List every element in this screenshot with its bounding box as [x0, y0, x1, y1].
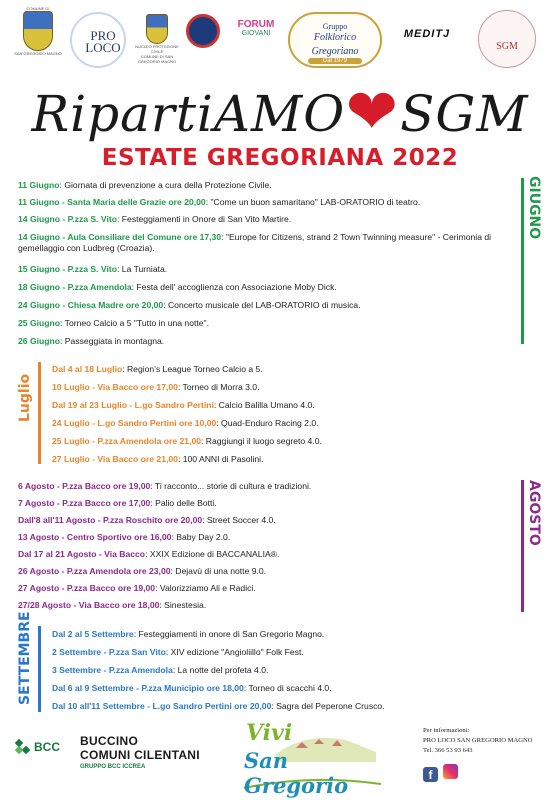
event-agosto-5: Dal 17 al 21 Agosto - Via Bacco: XXIX Edizione di BACCANALIA®. — [18, 549, 280, 559]
event-agosto-3: Dall'8 all'11 Agosto - P.zza Roschito ore 20,00: Street Soccer 4.0. — [18, 515, 276, 525]
event-giugno-2: 11 Giugno - Santa Maria delle Grazie ore 20,00: "Come un buon samaritano" LAB-ORATORIO di teatro. — [18, 197, 421, 207]
event-giugno-1: 11 Giugno: Giornata di prevenzione a cura della Protezione Civile. — [18, 180, 272, 190]
month-label-luglio: Luglio — [17, 373, 33, 422]
info-telephone: Tel. 366 53 93 643 — [423, 747, 473, 754]
social-icons — [423, 764, 463, 784]
dal-1979-text: Dal 1979 — [308, 58, 362, 64]
vivi-text: Vivi — [246, 720, 293, 746]
event-agosto-2: 7 Agosto - P.zza Bacco ore 17,00: Palio delle Botti. — [18, 498, 217, 508]
title-ripartiamo: RipartiAMO — [31, 85, 346, 143]
protezione-caption: NUCLEO PROTEZIONE CIVILE — [135, 44, 179, 54]
forum-giovani-text: GIOVANI — [241, 30, 271, 37]
meditj-text: MEDITJ — [403, 28, 451, 40]
sgm-logo — [478, 10, 536, 68]
gregoriano-text: Gregoriano — [311, 46, 359, 57]
month-label-giugno: GIUGNO — [526, 176, 542, 240]
comune-logo — [12, 6, 64, 56]
luglio-bar — [38, 362, 41, 464]
event-luglio-5: 25 Luglio - P.zza Amendola ore 21,00: Raggiungi il luogo segreto 4.0. — [52, 436, 322, 446]
vivi-san-gregorio-logo — [236, 714, 386, 796]
bank-group: GRUPPO BCC ICCREA — [80, 764, 146, 770]
event-luglio-1: Dal 4 al 18 Luglio: Region's League Torneo Calcio a 5. — [52, 364, 263, 374]
event-giugno-6: 18 Giugno - P.zza Amendola: Festa dell' accoglienza con Associazione Moby Dick. — [18, 282, 337, 292]
comune-caption: COMUNE DI — [26, 6, 50, 11]
event-luglio-2: 10 Luglio - Via Bacco ore 17,00: Torneo di Morra 3.0. — [52, 382, 260, 392]
event-settembre-1: Dal 2 al 5 Settembre: Festeggiamenti in onore di San Gregorio Magno. — [52, 629, 325, 639]
event-giugno-7: 24 Giugno - Chiesa Madre ore 20,00: Concerto musicale del LAB-ORATORIO di musica. — [18, 300, 361, 310]
instagram-icon[interactable] — [443, 764, 458, 779]
sgm-seal-text: SGM — [496, 41, 518, 52]
gruppo-text: Gruppo — [322, 22, 348, 31]
event-luglio-3: Dal 19 al 23 Luglio - L.go Sandro Pertini: Calcio Balilla Umano 4.0. — [52, 400, 315, 410]
giugno-bar — [521, 178, 524, 344]
bank-name-line2: COMUNI CILENTANI — [80, 748, 200, 762]
event-agosto-1: 6 Agosto - P.zza Bacco ore 19,00: Ti racconto... storie di cultura e tradizioni. — [18, 481, 312, 491]
gruppo-folklorico-logo — [288, 12, 382, 68]
event-agosto-8: 27/28 Agosto - Via Bacco ore 18,00: Sinestesia. — [18, 600, 207, 610]
event-luglio-4: 24 Luglio - L.go Sandro Pertini ore 10,00: Quad-Enduro Racing 2.0. — [52, 418, 319, 428]
protezione-civile-logo — [130, 14, 184, 64]
event-settembre-4: Dal 6 al 9 Settembre - P.zza Municipio ore 18,00: Torneo di scacchi 4.0. — [52, 683, 332, 693]
forum-text: FORUM — [237, 19, 275, 30]
meditj-logo — [392, 28, 462, 40]
agosto-bar — [521, 480, 524, 612]
san-gregorio-text: San Gregorio — [244, 748, 349, 798]
folklorico-text: Folklorico — [313, 32, 357, 43]
info-label: Per informazioni: — [423, 727, 470, 734]
event-settembre-2: 2 Settembre - P.zza San Vito: XIV edizione "Angioliillo" Folk Fest. — [52, 647, 304, 657]
event-settembre-5: Dal 10 all'11 Settembre - L.go Sandro Pertini ore 20,00: Sagra del Peperone Crusco. — [52, 701, 385, 711]
proloco-logo — [70, 12, 126, 68]
title-sgm: SGM — [400, 85, 529, 143]
event-giugno-3: 14 Giugno - P.zza S. Vito: Festeggiamenti in Onore di San Vito Martire. — [18, 214, 292, 224]
event-giugno-5: 15 Giugno - P.zza S. Vito: La Turniata. — [18, 264, 168, 274]
bcc-text: BCC — [34, 740, 60, 754]
bcc-logo-icon — [14, 738, 32, 756]
main-title — [0, 75, 560, 148]
event-agosto-4: 13 Agosto - Centro Sportivo ore 16,00: Baby Day 2.0. — [18, 532, 231, 542]
event-giugno-4: 14 Giugno - Aula Consiliare del Comune ore 17,30: "Europe for Citizens, strand 2 Town Twinning measure" - Cerimonia di gemellaggio con Ludbreg (Croazia). — [18, 232, 492, 253]
protezione-badge-logo — [184, 14, 222, 48]
settembre-bar — [38, 626, 41, 712]
contact-info — [423, 726, 533, 756]
comune-crest-icon — [23, 11, 53, 51]
event-luglio-6: 27 Luglio - Via Bacco ore 21,00: 100 ANNI di Pasolini. — [52, 454, 264, 464]
info-organization: PRO LOCO SAN GREGORIO MAGNO — [423, 737, 533, 744]
heart-icon: ❤ — [345, 75, 400, 148]
footer — [0, 712, 560, 800]
month-label-settembre: SETTEMBRE — [17, 611, 33, 705]
event-giugno-9: 26 Giugno: Passeggiata in montagna. — [18, 336, 165, 346]
event-agosto-7: 27 Agosto - P.zza Bacco ore 19,00: Valorizziamo Ali e Radici. — [18, 583, 256, 593]
event-settembre-3: 3 Settembre - P.zza Amendola: La notte del profeta 4.0. — [52, 665, 269, 675]
protezione-crest-icon — [146, 14, 168, 44]
bank-name-line1: BUCCINO — [80, 734, 139, 748]
facebook-icon[interactable]: f — [423, 767, 438, 782]
sponsor-logos-row — [0, 6, 560, 80]
event-giugno-8: 25 Giugno: Torneo Calcio a 5 "Tutto in una notte". — [18, 318, 209, 328]
month-label-agosto: AGOSTO — [526, 480, 542, 546]
forum-giovani-logo — [232, 20, 280, 37]
event-agosto-6: 26 Agosto - P.zza Amendola ore 23,00: Dejavù di una notte 9.0. — [18, 566, 267, 576]
comune-caption-2: SAN GREGORIO MAGNO — [14, 51, 62, 56]
protezione-caption-2: COMUNE DI SAN GREGORIO MAGNO — [137, 54, 177, 64]
proloco-text: PRO LOCO — [85, 28, 121, 55]
subtitle: ESTATE GREGORIANA 2022 — [101, 145, 459, 171]
protezione-badge-icon — [186, 14, 220, 48]
